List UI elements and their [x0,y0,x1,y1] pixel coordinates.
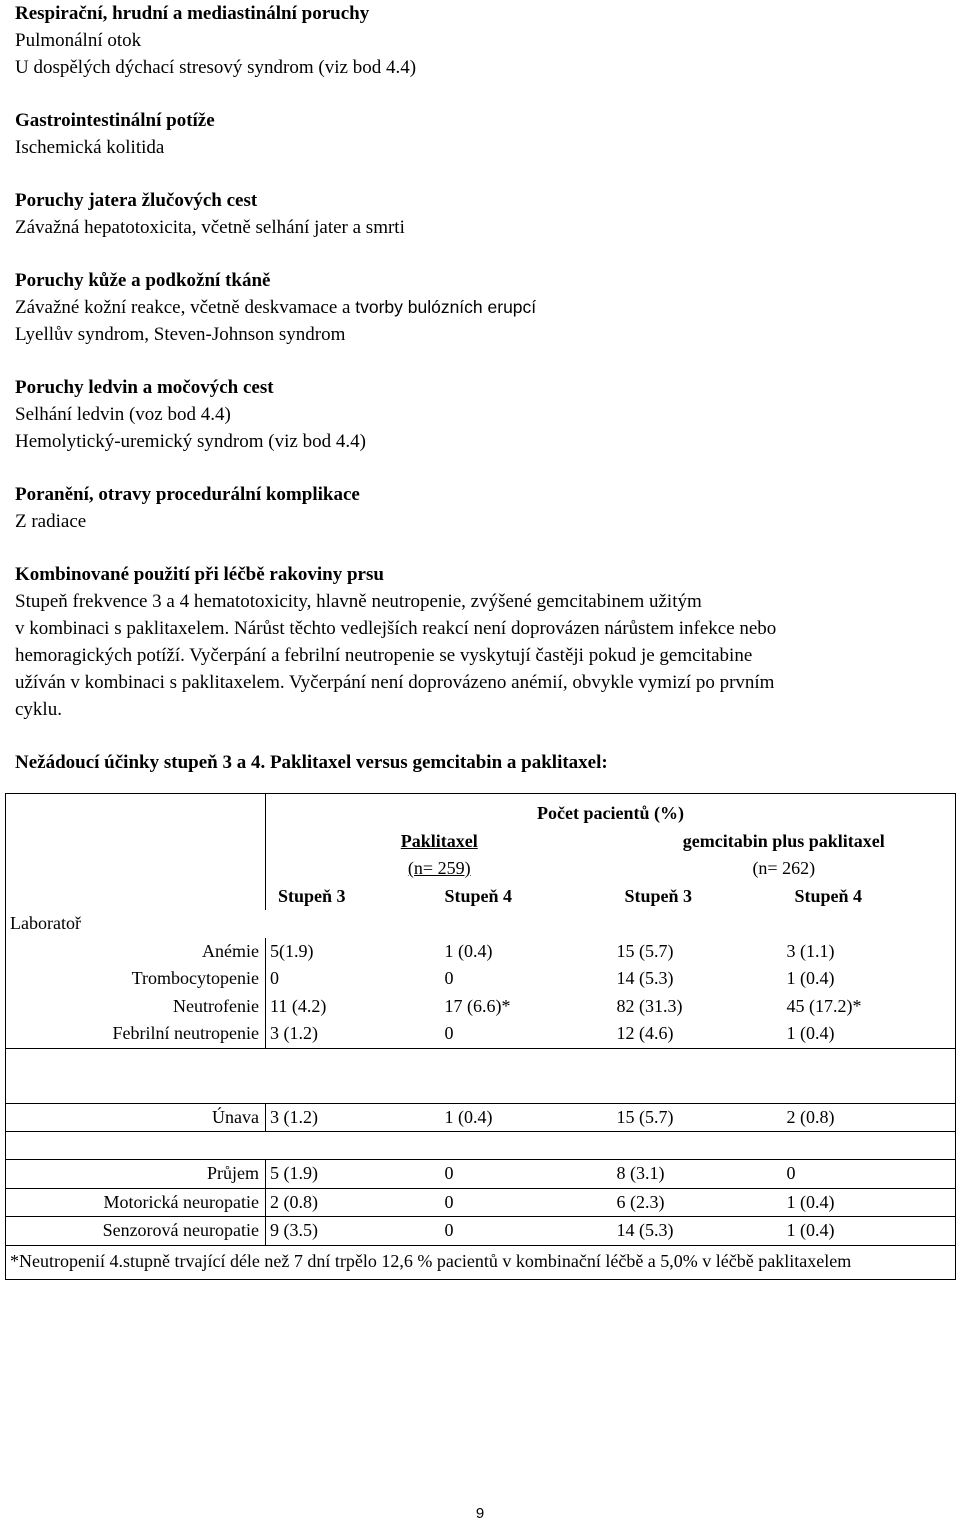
cell-value: 0 [783,1160,956,1189]
group1-name: Paklitaxel [400,830,478,851]
lab-section-label: Laboratoř [6,910,956,938]
table-row [6,965,956,993]
row-label: Průjem [6,1160,266,1189]
cell-value: 45 (17.2)* [783,993,956,1021]
table-row [6,1160,956,1189]
cell-value: 5 (1.9) [266,1160,441,1189]
table-footnote: *Neutropenií 4.stupně trvající déle než 7 dní trpělo 12,6 % pacientů v kombinační léčbě a 5,0% v léčbě paklitaxelem [6,1245,956,1280]
cell-value: 1 (0.4) [783,1217,956,1246]
adverse-effects-table [5,793,956,1280]
cell-value: 15 (5.7) [616,940,674,961]
kidney-item: Hemolytický-uremický syndrom (viz bod 4.4) [15,431,366,452]
skin-item [15,294,945,321]
group2-n: (n= 262) [613,855,956,883]
table-row [6,1188,956,1217]
table-row [6,938,956,966]
combination-paragraph-line: Stupeň frekvence 3 a 4 hematotoxicity, hlavně neutropenie, zvýšené gemcitabinem užitým [15,591,702,612]
document-body [15,0,945,776]
page-number: 9 [475,1505,485,1522]
group2-name: gemcitabin plus paklitaxel [613,828,956,856]
cell-value: 1 (0.4) [783,1188,956,1217]
kidney-item: Selhání ledvin (voz bod 4.4) [15,404,231,425]
skin-item-part2: tvorby bulózních erupcí [355,297,537,317]
cell-value: 11 (4.2) [270,995,327,1016]
cell-value: 3 (1.2) [270,1023,318,1043]
injury-item: Z radiace [15,511,87,532]
cell-value: 14 (5.3) [613,1217,783,1246]
header-title: Počet pacientů (%) [266,794,956,828]
respiratory-item: U dospělých dýchací stresový syndrom (viz bod 4.4) [15,57,417,78]
cell-value: 15 (5.7) [613,1103,783,1132]
combination-paragraph-line: užíván v kombinaci s paklitaxelem. Vyčerpání není doprovázeno anémií, obvykle vymizí po prvním [15,672,775,693]
cell-value: 6 (2.3) [613,1188,783,1217]
table-group-n-row [6,855,956,883]
table-group-row [6,828,956,856]
table-spacer-row [6,1132,956,1160]
table-caption: Nežádoucí účinky stupeň 3 a 4. Paklitaxel versus gemcitabin a paklitaxel: [15,752,608,773]
skin-item-part1: Závažné kožní reakce, včetně deskvamace a [15,297,356,318]
section-heading-skin: Poruchy kůže a podkožní tkáně [15,270,271,291]
cell-value: 3 (1.2) [266,1103,441,1132]
table-row [6,1217,956,1246]
column-header: Stupeň 3 [624,885,693,906]
gastrointestinal-item: Ischemická kolitida [15,137,165,158]
section-heading-injury: Poranění, otravy procedurální komplikace [15,484,360,505]
row-label: Únava [6,1103,266,1132]
row-label: Senzorová neuropatie [6,1217,266,1246]
skin-item: Lyellův syndrom, Steven-Johnson syndrom [15,324,346,345]
row-label: Motorická neuropatie [6,1188,266,1217]
table-footnote-row [6,1245,956,1280]
cell-value: 14 (5.3) [616,968,674,988]
cell-value: 1 (0.4) [441,1103,613,1132]
cell-value: 1 (0.4) [783,1020,956,1048]
cell-value: 2 (0.8) [266,1188,441,1217]
cell-value: 0 [270,968,279,988]
column-header: Stupeň 4 [783,883,956,911]
row-label: Febrilní neutropenie [6,1020,266,1048]
table-header-row [6,794,956,828]
table-column-header-row [6,883,956,911]
cell-value: 3 (1.1) [783,938,956,966]
cell-value: 17 (6.6)* [444,995,511,1016]
group1-n: (n= 259) [407,858,471,878]
cell-value: 0 [441,1217,613,1246]
cell-value: 5(1.9) [270,940,314,961]
cell-value: 0 [444,1023,454,1043]
cell-value: 2 (0.8) [783,1103,956,1132]
table-row [6,1103,956,1132]
combination-paragraph-line: cyklu. [15,699,62,720]
row-label: Neutrofenie [6,993,266,1021]
section-heading-gastrointestinal: Gastrointestinální potíže [15,110,215,131]
table-section-row [6,910,956,938]
cell-value: 1 (0.4) [444,940,493,961]
cell-value: 0 [444,968,454,988]
row-label: Anémie [6,938,266,966]
cell-value: 12 (4.6) [616,1023,674,1043]
column-header: Stupeň 3 [278,885,346,906]
combination-paragraph-line: v kombinaci s paklitaxelem. Nárůst těchto vedlejších reakcí není doprovázen nárůstem infekce nebo [15,618,777,639]
section-heading-respiratory: Respirační, hrudní a mediastinální poruchy [15,3,370,24]
table-row [6,993,956,1021]
table-row [6,1020,956,1048]
row-label: Trombocytopenie [6,965,266,993]
section-heading-combination: Kombinované použití při léčbě rakoviny prsu [15,564,384,585]
cell-value: 9 (3.5) [266,1217,441,1246]
column-header: Stupeň 4 [444,885,513,906]
cell-value: 0 [441,1160,613,1189]
combination-paragraph-line: hemoragických potíží. Vyčerpání a febrilní neutropenie se vyskytují častěji pokud je gemcitabine [15,645,753,666]
cell-value: 8 (3.1) [613,1160,783,1189]
table-spacer-row [6,1048,956,1103]
respiratory-item: Pulmonální otok [15,30,142,51]
liver-item: Závažná hepatotoxicita, včetně selhání jater a smrti [15,217,405,238]
section-heading-liver: Poruchy jatera žlučových cest [15,190,258,211]
cell-value: 82 (31.3) [616,995,683,1016]
cell-value: 0 [441,1188,613,1217]
section-heading-kidney: Poruchy ledvin a močových cest [15,377,274,398]
cell-value: 1 (0.4) [783,965,956,993]
